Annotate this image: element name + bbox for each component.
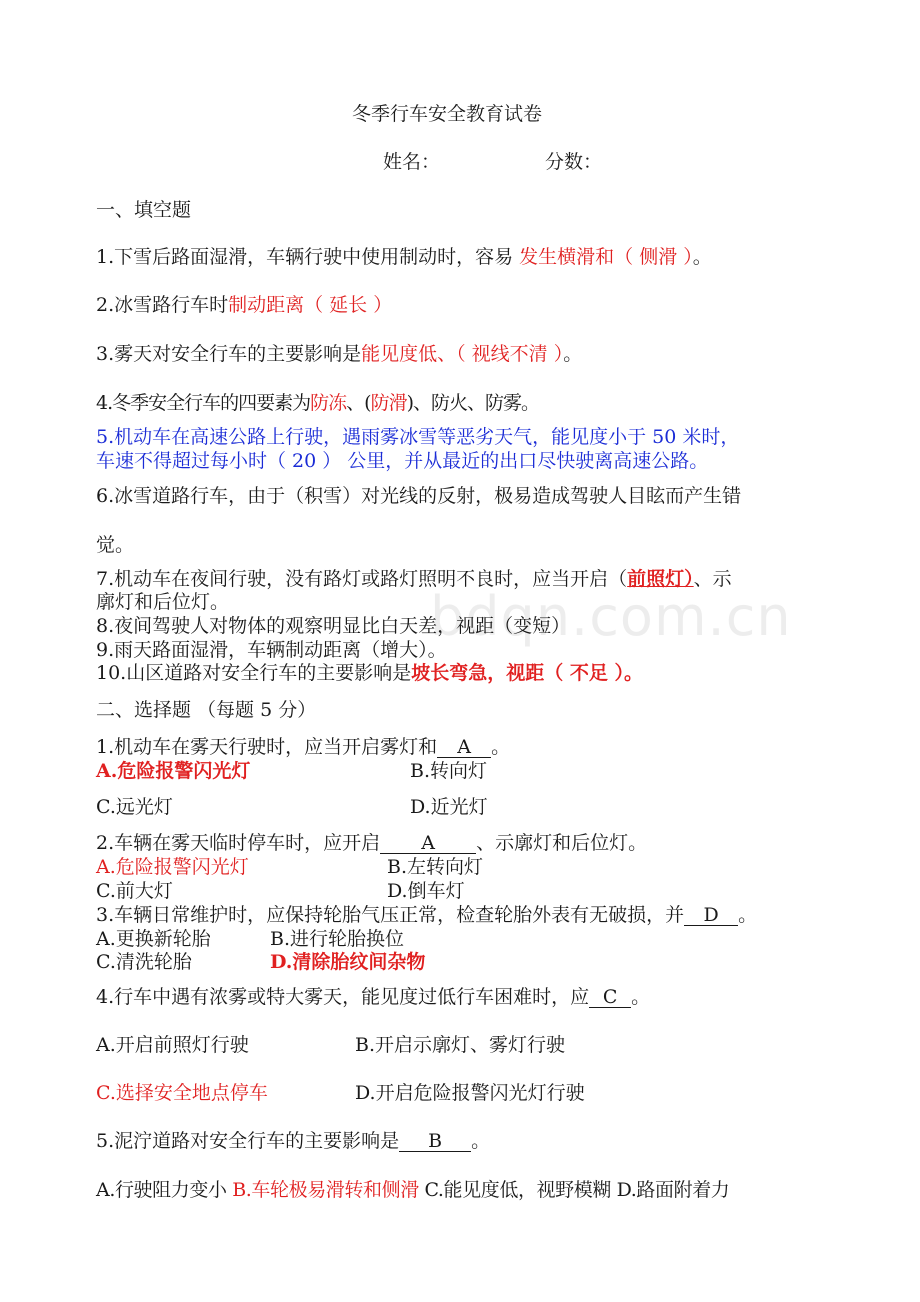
answer: 能见度低、（ 视线不清 ） (361, 343, 564, 365)
choice-q4-option-d: D.开启危险报警闪光灯行驶 (355, 1082, 585, 1104)
answer-blank: B (399, 1131, 471, 1152)
choice-q4-option-b: B.开启示廓灯、雾灯行驶 (355, 1034, 566, 1056)
choice-q5-option-d: D.路面附着力 (616, 1179, 730, 1201)
answer: 坡长弯急，视距（ 不足 ）。 (411, 662, 643, 684)
answer-blank: A (380, 833, 476, 854)
name-label: 姓名： (383, 151, 441, 173)
choice-q5-stem: 5.泥泞道路对安全行车的主要影响是 B 。 (96, 1130, 491, 1152)
choice-q2-option-d: D.倒车灯 (387, 880, 465, 902)
fill-q6-line1: 6.冰雪道路行车，由于（积雪）对光线的反射，极易造成驾驶人目眩而产生错 (96, 485, 742, 507)
answer: 制动距离（ 延长 ） (228, 294, 393, 316)
fill-q5-line2: 车速不得超过每小时（ 20 ） 公里，并从最近的出口尽快驶离高速公路。 (96, 450, 709, 472)
choice-q4-stem: 4.行车中遇有浓雾或特大雾天，能见度过低行车困难时，应 C 。 (96, 986, 651, 1008)
answer-blank: D (684, 905, 738, 926)
choice-q1-option-b: B.转向灯 (410, 760, 488, 782)
choice-q3-stem: 3.车辆日常维护时，应保持轮胎气压正常，检查轮胎外表有无破损，并 D 。 (96, 904, 758, 926)
section2-heading: 二、选择题 （每题 5 分） (96, 699, 317, 721)
fill-q6-line2: 觉。 (96, 534, 135, 556)
fill-q3: 3.雾天对安全行车的主要影响是能见度低、（ 视线不清 ）。 (96, 343, 583, 365)
choice-q2-stem: 2.车辆在雾天临时停车时，应开启 A 、示廓灯和后位灯。 (96, 832, 648, 854)
choice-q5-option-a: A.行驶阻力变小 (96, 1179, 233, 1201)
fill-q8: 8.夜间驾驶人对物体的观察明显比白天差，视距（变短） (96, 615, 571, 637)
choice-q1-option-d: D.近光灯 (410, 796, 488, 818)
answer: 前照灯） (627, 568, 694, 590)
fill-q4: 4.冬季安全行车的四要素为防冻、(防滑)、防火、防雾。 (96, 392, 540, 414)
watermark: bdqn.com.cn (430, 585, 792, 648)
choice-q1-stem: 1.机动车在雾天行驶时，应当开启雾灯和 A 。 (96, 736, 511, 758)
choice-q3-option-d: D.清除胎纹间杂物 (270, 951, 426, 973)
choice-q5-options (96, 1178, 729, 1202)
answer: 防滑 (370, 392, 407, 414)
choice-q4-option-a: A.开启前照灯行驶 (96, 1034, 249, 1056)
section1-heading: 一、填空题 (96, 199, 192, 221)
fill-q10: 10.山区道路对安全行车的主要影响是坡长弯急，视距（ 不足 ）。 (96, 662, 643, 684)
answer-blank: A (437, 737, 491, 758)
choice-q2-option-b: B.左转向灯 (387, 856, 484, 878)
fill-q7: 7.机动车在夜间行驶，没有路灯或路灯照明不良时，应当开启（前照灯）、示 (96, 568, 732, 590)
choice-q3-option-c: C.清洗轮胎 (96, 951, 192, 973)
answer-blank: C (589, 987, 631, 1008)
choice-q5-option-c: C.能见度低，视野模糊 (424, 1179, 611, 1201)
choice-q5-option-b: B.车轮极易滑转和侧滑 (232, 1179, 419, 1201)
fill-q2: 2.冰雪路行车时制动距离（ 延长 ） (96, 294, 393, 316)
score-label: 分数： (545, 151, 603, 173)
answer: 防冻 (310, 392, 347, 414)
fill-q7-line2: 廓灯和后位灯。 (96, 591, 230, 613)
choice-q2-option-c: C.前大灯 (96, 880, 173, 902)
choice-q2-option-a: A.危险报警闪光灯 (96, 856, 249, 878)
answer: 发生横滑和（ 侧滑 ） (519, 246, 693, 268)
fill-q9: 9.雨天路面湿滑，车辆制动距离（增大）。 (96, 639, 447, 661)
page-title: 冬季行车安全教育试卷 (352, 103, 543, 125)
fill-q5-line1: 5.机动车在高速公路上行驶，遇雨雾冰雪等恶劣天气，能见度小于 50 米时， (96, 426, 740, 448)
choice-q3-option-b: B.进行轮胎换位 (270, 928, 405, 950)
choice-q4-option-c: C.选择安全地点停车 (96, 1082, 268, 1104)
choice-q3-option-a: A.更换新轮胎 (96, 928, 211, 950)
fill-q1: 1.下雪后路面湿滑，车辆行驶中使用制动时，容易 发生横滑和（ 侧滑 ）。 (96, 246, 712, 268)
choice-q1-option-a: A.危险报警闪光灯 (96, 760, 251, 782)
choice-q1-option-c: C.远光灯 (96, 796, 173, 818)
